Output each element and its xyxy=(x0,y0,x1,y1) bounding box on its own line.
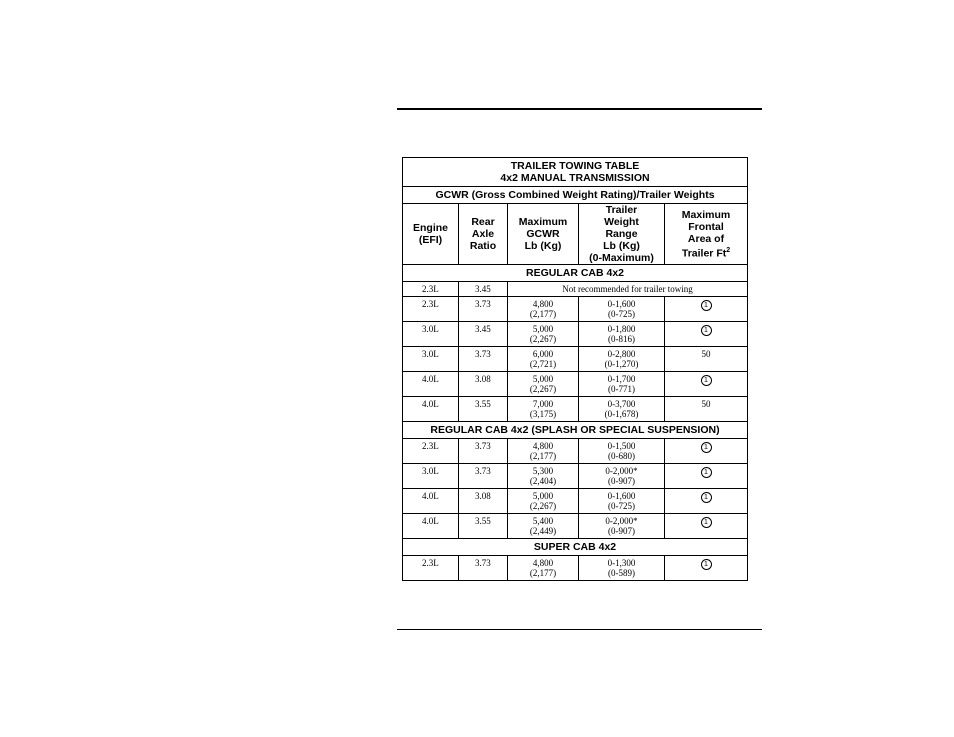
gcwr-kg: (2,267) xyxy=(529,384,557,394)
circled-one-icon: 1 xyxy=(701,325,712,336)
axle-ratio-cell: 3.73 xyxy=(459,347,508,372)
title-line-2: 4x2 MANUAL TRANSMISSION xyxy=(500,172,650,184)
engine-cell: 2.3L xyxy=(403,439,459,464)
frontal-area-cell: 50 xyxy=(665,347,748,372)
trailer-kg: (0-1,678) xyxy=(604,409,639,419)
table-row xyxy=(403,372,748,397)
gcwr-lb: 5,000 xyxy=(532,491,554,501)
axle-ratio-cell: 3.08 xyxy=(459,372,508,397)
engine-cell: 3.0L xyxy=(403,322,459,347)
frontal-area-cell: 50 xyxy=(665,397,748,422)
table-row xyxy=(403,556,748,581)
frontal-area-cell xyxy=(665,464,748,489)
engine-cell: 2.3L xyxy=(403,297,459,322)
axle-ratio-cell: 3.73 xyxy=(459,556,508,581)
trailer-lb: 0-1,700 xyxy=(607,374,636,384)
trailer-kg: (0-1,270) xyxy=(604,359,639,369)
section-title: REGULAR CAB 4x2 xyxy=(403,265,748,282)
gcwr-heading: GCWR (Gross Combined Weight Rating)/Trailer Weights xyxy=(403,187,748,204)
table-row xyxy=(403,282,748,297)
gcwr-cell xyxy=(508,489,579,514)
header-gcwr-line: Lb (Kg) xyxy=(524,240,562,252)
trailer-weight-cell xyxy=(579,556,665,581)
gcwr-cell xyxy=(508,514,579,539)
trailer-kg: (0-771) xyxy=(608,384,635,394)
not-recommended-note: Not recommended for trailer towing xyxy=(508,282,748,297)
gcwr-cell xyxy=(508,297,579,322)
trailer-weight-cell xyxy=(579,322,665,347)
gcwr-lb: 4,800 xyxy=(532,299,554,309)
circled-one-icon: 1 xyxy=(701,517,712,528)
header-frontal-line: Maximum xyxy=(681,208,731,221)
header-trailer-line: Range xyxy=(605,228,638,240)
header-trailer-weight xyxy=(579,204,665,265)
section-row xyxy=(403,422,748,439)
table-row xyxy=(403,322,748,347)
axle-ratio-cell: 3.73 xyxy=(459,297,508,322)
gcwr-kg: (2,177) xyxy=(529,309,557,319)
engine-cell: 4.0L xyxy=(403,372,459,397)
circled-one-icon: 1 xyxy=(701,492,712,503)
header-trailer-line: Weight xyxy=(604,216,639,228)
table-title xyxy=(403,158,748,187)
engine-cell: 4.0L xyxy=(403,489,459,514)
trailer-kg: (0-589) xyxy=(608,568,635,578)
axle-ratio-cell: 3.08 xyxy=(459,489,508,514)
section-title: REGULAR CAB 4x2 (SPLASH OR SPECIAL SUSPENSION) xyxy=(403,422,748,439)
header-axle-line: Axle xyxy=(471,228,495,240)
gcwr-kg: (2,449) xyxy=(529,526,557,536)
trailer-weight-cell xyxy=(579,489,665,514)
circled-one-icon: 1 xyxy=(701,467,712,478)
frontal-area-cell xyxy=(665,514,748,539)
frontal-area-cell xyxy=(665,439,748,464)
trailer-kg: (0-725) xyxy=(608,501,635,511)
frontal-area-cell xyxy=(665,372,748,397)
engine-cell: 3.0L xyxy=(403,347,459,372)
trailer-lb: 0-1,600 xyxy=(607,299,636,309)
engine-cell: 2.3L xyxy=(403,282,459,297)
header-trailer-line: Trailer xyxy=(605,204,638,216)
header-frontal-superscript: 2 xyxy=(726,246,731,254)
circled-one-icon: 1 xyxy=(701,300,712,311)
trailer-lb: 0-2,000* xyxy=(605,516,638,526)
gcwr-cell xyxy=(508,439,579,464)
table-row xyxy=(403,514,748,539)
axle-ratio-cell: 3.45 xyxy=(459,322,508,347)
axle-ratio-cell: 3.55 xyxy=(459,514,508,539)
frontal-area-cell xyxy=(665,556,748,581)
table-row xyxy=(403,464,748,489)
header-engine-line: Engine xyxy=(412,222,448,234)
trailer-kg: (0-725) xyxy=(608,309,635,319)
frontal-area-cell xyxy=(665,322,748,347)
trailer-weight-cell xyxy=(579,372,665,397)
frontal-area-cell xyxy=(665,297,748,322)
trailer-weight-cell xyxy=(579,397,665,422)
header-frontal-line: Frontal xyxy=(688,220,724,233)
axle-ratio-cell: 3.73 xyxy=(459,439,508,464)
gcwr-lb: 5,000 xyxy=(532,324,554,334)
gcwr-lb: 4,800 xyxy=(532,441,554,451)
gcwr-lb: 7,000 xyxy=(532,399,554,409)
table-row xyxy=(403,489,748,514)
axle-ratio-cell: 3.55 xyxy=(459,397,508,422)
engine-cell: 4.0L xyxy=(403,514,459,539)
trailer-kg: (0-907) xyxy=(608,476,635,486)
gcwr-kg: (3,175) xyxy=(529,409,557,419)
header-gcwr xyxy=(508,204,579,265)
trailer-kg: (0-680) xyxy=(608,451,635,461)
trailer-weight-cell xyxy=(579,514,665,539)
header-frontal-line xyxy=(665,245,747,260)
gcwr-kg: (2,267) xyxy=(529,501,557,511)
gcwr-kg: (2,177) xyxy=(529,568,557,578)
header-engine xyxy=(403,204,459,265)
gcwr-cell xyxy=(508,372,579,397)
table-row xyxy=(403,347,748,372)
table-row xyxy=(403,439,748,464)
gcwr-cell xyxy=(508,464,579,489)
trailer-lb: 0-1,800 xyxy=(607,324,636,334)
header-trailer-line: Lb (Kg) xyxy=(603,240,640,252)
header-axle-line: Ratio xyxy=(469,240,497,252)
trailer-lb: 0-3,700 xyxy=(607,399,636,409)
header-frontal-area xyxy=(665,204,748,265)
header-axle-line: Rear xyxy=(471,216,495,228)
section-row xyxy=(403,265,748,282)
gcwr-lb: 5,000 xyxy=(532,374,554,384)
table-body xyxy=(403,158,748,581)
circled-one-icon: 1 xyxy=(701,442,712,453)
gcwr-kg: (2,177) xyxy=(529,451,557,461)
header-frontal-line: Area of xyxy=(687,232,725,245)
gcwr-lb: 6,000 xyxy=(532,349,554,359)
trailer-lb: 0-2,000* xyxy=(605,466,638,476)
engine-cell: 3.0L xyxy=(403,464,459,489)
circled-one-icon: 1 xyxy=(701,559,712,570)
gcwr-kg: (2,721) xyxy=(529,359,557,369)
trailer-weight-cell xyxy=(579,464,665,489)
section-row xyxy=(403,539,748,556)
trailer-kg: (0-816) xyxy=(608,334,635,344)
gcwr-lb: 4,800 xyxy=(532,558,554,568)
gcwr-kg: (2,404) xyxy=(529,476,557,486)
trailer-lb: 0-2,800 xyxy=(607,349,636,359)
gcwr-cell xyxy=(508,397,579,422)
axle-ratio-cell: 3.73 xyxy=(459,464,508,489)
header-gcwr-line: Maximum xyxy=(518,216,568,228)
trailer-weight-cell xyxy=(579,347,665,372)
engine-cell: 2.3L xyxy=(403,556,459,581)
trailer-lb: 0-1,300 xyxy=(607,558,636,568)
section-title: SUPER CAB 4x2 xyxy=(403,539,748,556)
trailer-weight-cell xyxy=(579,439,665,464)
title-line-1: TRAILER TOWING TABLE xyxy=(510,160,640,172)
table-row xyxy=(403,297,748,322)
header-engine-line: (EFI) xyxy=(418,234,443,246)
bottom-rule xyxy=(397,629,762,630)
trailer-kg: (0-907) xyxy=(608,526,635,536)
gcwr-kg: (2,267) xyxy=(529,334,557,344)
gcwr-cell xyxy=(508,322,579,347)
trailer-lb: 0-1,500 xyxy=(607,441,636,451)
gcwr-lb: 5,400 xyxy=(532,516,554,526)
gcwr-cell xyxy=(508,556,579,581)
axle-ratio-cell: 3.45 xyxy=(459,282,508,297)
engine-cell: 4.0L xyxy=(403,397,459,422)
top-rule xyxy=(397,108,762,110)
gcwr-lb: 5,300 xyxy=(532,466,554,476)
header-gcwr-line: GCWR xyxy=(526,228,560,240)
trailer-weight-cell xyxy=(579,297,665,322)
header-trailer-line: (0-Maximum) xyxy=(589,252,654,264)
trailer-towing-table xyxy=(402,157,748,581)
circled-one-icon: 1 xyxy=(701,375,712,386)
gcwr-cell xyxy=(508,347,579,372)
header-frontal-unit: Trailer Ft xyxy=(681,247,727,260)
frontal-area-cell xyxy=(665,489,748,514)
header-axle xyxy=(459,204,508,265)
table-row xyxy=(403,397,748,422)
trailer-lb: 0-1,600 xyxy=(607,491,636,501)
